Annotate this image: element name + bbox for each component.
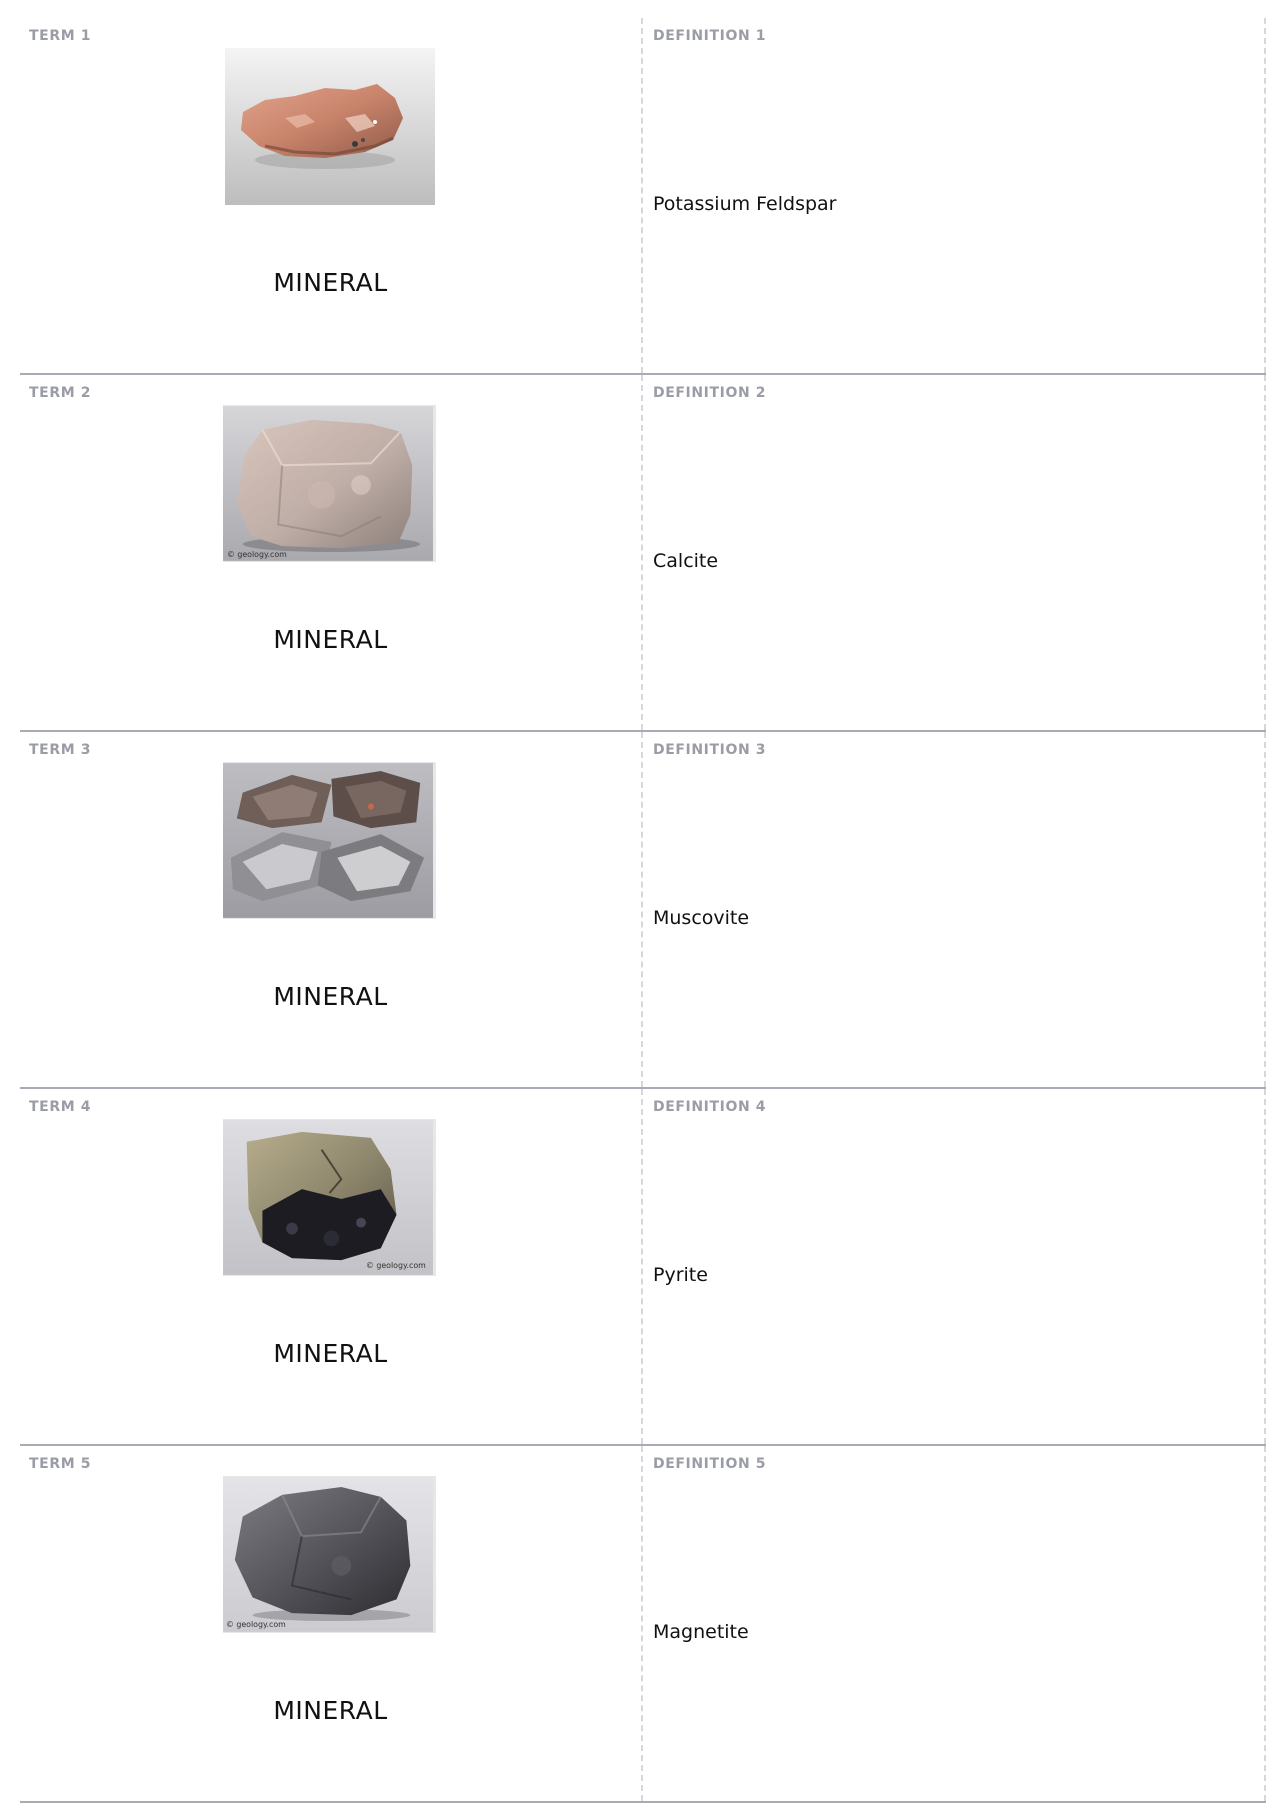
term-number-label: TERM 2 xyxy=(29,385,92,401)
watermark-text: © geology.com xyxy=(225,1619,286,1629)
term-number-label: TERM 1 xyxy=(29,28,92,44)
term-text: MINERAL xyxy=(273,625,388,654)
definition-number-label: DEFINITION 4 xyxy=(653,1099,767,1115)
muscovite-specimen-image xyxy=(223,762,436,919)
definition-number-label: DEFINITION 5 xyxy=(653,1456,767,1472)
term-cell xyxy=(20,1089,643,1444)
term-text: MINERAL xyxy=(273,1696,388,1725)
definition-cell xyxy=(643,375,1266,730)
definition-text: Potassium Feldspar xyxy=(653,193,837,215)
flashcard-row xyxy=(20,375,1266,732)
definition-text: Muscovite xyxy=(653,907,750,929)
term-cell xyxy=(20,375,643,730)
term-number-label: TERM 3 xyxy=(29,742,92,758)
flashcard-row xyxy=(20,1446,1266,1803)
muscovite-specimen-icon xyxy=(223,762,433,919)
flashcard-sheet xyxy=(20,18,1266,1803)
term-text: MINERAL xyxy=(273,268,388,297)
definition-cell xyxy=(643,18,1266,373)
pyrite-specimen-image xyxy=(223,1119,436,1276)
term-cell xyxy=(20,18,643,373)
term-text: MINERAL xyxy=(273,982,388,1011)
definition-number-label: DEFINITION 2 xyxy=(653,385,767,401)
potassium-feldspar-specimen-icon xyxy=(225,48,435,205)
definition-number-label: DEFINITION 1 xyxy=(653,28,767,44)
term-number-label: TERM 5 xyxy=(29,1456,92,1472)
magnetite-specimen-icon xyxy=(223,1476,433,1633)
definition-text: Magnetite xyxy=(653,1621,749,1643)
term-cell xyxy=(20,732,643,1087)
definition-cell xyxy=(643,1089,1266,1444)
calcite-specimen-icon xyxy=(223,405,433,562)
watermark-text: © geology.com xyxy=(365,1260,426,1270)
watermark-text: © geology.com xyxy=(226,549,287,559)
magnetite-specimen-image xyxy=(223,1476,436,1633)
potassium-feldspar-specimen-image xyxy=(225,48,435,205)
flashcard-row xyxy=(20,1089,1266,1446)
definition-cell xyxy=(643,1446,1266,1801)
term-cell xyxy=(20,1446,643,1801)
definition-cell xyxy=(643,732,1266,1087)
flashcard-row xyxy=(20,732,1266,1089)
pyrite-specimen-icon xyxy=(223,1119,433,1276)
flashcard-row xyxy=(20,18,1266,375)
definition-text: Pyrite xyxy=(653,1264,708,1286)
definition-number-label: DEFINITION 3 xyxy=(653,742,767,758)
calcite-specimen-image xyxy=(223,405,436,562)
definition-text: Calcite xyxy=(653,550,719,572)
term-text: MINERAL xyxy=(273,1339,388,1368)
term-number-label: TERM 4 xyxy=(29,1099,92,1115)
